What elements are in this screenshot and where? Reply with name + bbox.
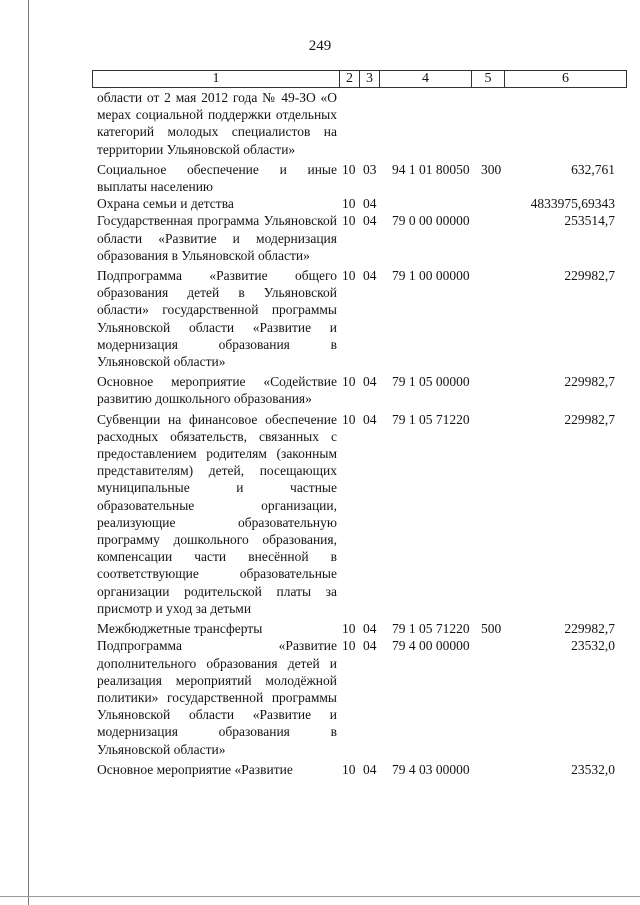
row-description: Субвенции на финансовое обеспечение расходных обязательств, связанных с предоставлением родителям (законным представителям) детей, посещающих муниципальные и частные образовательные организации, реализующие образовательную программу дошкольного образования, компенсации части внесённой в соответствующие образовательные организации родительской платы за присмотр и уход за детьми — [97, 411, 337, 616]
row-subsection-code: 03 — [363, 161, 377, 177]
row-target-article-code: 79 1 05 71220 — [392, 621, 470, 637]
row-description: Основное мероприятие «Развитие — [97, 761, 293, 777]
table-row — [97, 620, 627, 637]
row-amount: 229982,7 — [564, 268, 615, 284]
header-col-4: 4 — [380, 71, 472, 87]
row-section-code: 10 — [342, 621, 356, 637]
row-expense-type-code: 300 — [481, 161, 502, 177]
row-subsection-code: 04 — [363, 761, 377, 777]
row-subsection-code: 04 — [363, 411, 377, 427]
page-number: 249 — [308, 38, 332, 54]
left-margin-rule — [28, 0, 29, 905]
row-section-code: 10 — [342, 374, 356, 390]
row-target-article-code: 94 1 01 80050 — [392, 161, 470, 177]
row-section-code: 10 — [342, 268, 356, 284]
row-section-code: 10 — [342, 638, 356, 654]
row-target-article-code: 79 4 03 00000 — [392, 761, 470, 777]
row-description: Государственная программа Ульяновской области «Развитие и модернизация образования в Ульяновской области» — [97, 213, 337, 263]
row-description: Подпрограмма «Развитие дополнительного образования детей и реализация мероприятий молодёжной политики» государственной программы Ульяновской области «Развитие и модернизация образования в Ульяновской области» — [97, 638, 337, 757]
row-target-article-code: 79 0 00 00000 — [392, 213, 470, 229]
row-target-article-code: 79 1 05 00000 — [392, 374, 470, 390]
table-row — [97, 89, 627, 158]
row-amount: 229982,7 — [564, 411, 615, 427]
header-col-6: 6 — [562, 71, 569, 86]
row-subsection-code: 04 — [363, 268, 377, 284]
row-section-code: 10 — [342, 761, 356, 777]
table-row — [97, 637, 627, 757]
row-description: Подпрограмма «Развитие общего образования детей в Ульяновской области» государственной программы Ульяновской области «Развитие и модернизация образования в Ульяновской области» — [97, 268, 337, 370]
row-amount: 23532,0 — [571, 638, 615, 654]
row-amount: 229982,7 — [564, 374, 615, 390]
row-subsection-code: 04 — [363, 374, 377, 390]
row-expense-type-code: 500 — [481, 621, 502, 637]
table-row — [97, 195, 627, 212]
row-description: Социальное обеспечение и иные выплаты населению — [97, 161, 337, 195]
table-row — [97, 373, 627, 407]
row-description: Межбюджетные трансферты — [97, 621, 263, 637]
table-row — [97, 161, 627, 195]
row-section-code: 10 — [342, 411, 356, 427]
header-col-1: 1 — [93, 71, 340, 87]
row-description: области от 2 мая 2012 года № 49-ЗО «О мерах социальной поддержки отдельных категорий молодых специалистов на территории Ульяновской области» — [97, 90, 337, 157]
row-subsection-code: 04 — [363, 213, 377, 229]
table-row — [97, 761, 627, 778]
row-subsection-code: 04 — [363, 638, 377, 654]
bottom-edge-rule — [0, 896, 640, 897]
row-target-article-code: 79 1 05 71220 — [392, 411, 470, 427]
table-row — [97, 411, 627, 617]
row-subsection-code: 04 — [363, 196, 377, 212]
row-target-article-code: 79 4 00 00000 — [392, 638, 470, 654]
row-section-code: 10 — [342, 196, 356, 212]
row-amount: 4833975,69343 — [530, 196, 615, 212]
row-description: Охрана семьи и детства — [97, 196, 234, 212]
header-col-3: 3 — [360, 71, 380, 87]
header-col-5: 5 — [472, 71, 505, 87]
table-row — [97, 267, 627, 370]
row-amount: 253514,7 — [564, 213, 615, 229]
row-subsection-code: 04 — [363, 621, 377, 637]
table-row — [97, 212, 627, 264]
table-body — [97, 89, 627, 778]
row-section-code: 10 — [342, 213, 356, 229]
row-section-code: 10 — [342, 161, 356, 177]
header-col-2: 2 — [340, 71, 360, 87]
row-amount: 229982,7 — [564, 621, 615, 637]
row-target-article-code: 79 1 00 00000 — [392, 268, 470, 284]
row-description: Основное мероприятие «Содействие развитию дошкольного образования» — [97, 374, 337, 407]
row-amount: 23532,0 — [571, 761, 615, 777]
table-header-row — [92, 70, 627, 88]
row-amount: 632,761 — [571, 161, 615, 177]
